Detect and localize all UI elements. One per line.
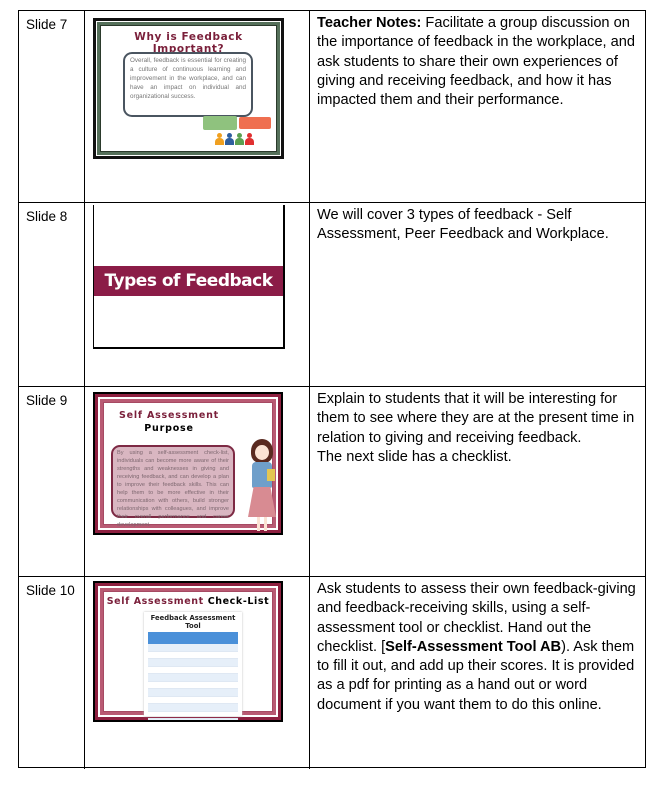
teacher-notes — [310, 387, 645, 576]
slide-label: Slide 7 — [19, 11, 85, 202]
person-icon — [235, 133, 244, 145]
notes-heading: Teacher Notes: — [317, 15, 422, 31]
slide-thumbnail-cell — [85, 11, 310, 202]
slide-canvas — [103, 402, 273, 528]
slide-frame — [98, 397, 278, 530]
teacher-notes: We will cover 3 types of feedback - Self Assessment, Peer Feedback and Workplace. — [317, 207, 609, 243]
slide-title: Why is Feedback Important? — [134, 31, 243, 55]
teacher-notes: Ask students to assess their own feedback-giving and feedback-receiving skills, using a self-assessment tool or checklist. Hand out the checklist. [Self-Assessment Tool AB). Ask them to fill it out, and add up their scores. It is provided as a pdf for printing as a hand out or word document if you want them to do this online. — [317, 581, 636, 713]
slide-title: Self Assessment Check-List — [106, 596, 270, 607]
slide-body: Overall, feedback is essential for creating a culture of continuous learning and improvement in the workplace, and can have an impact on individual and organizational success. — [123, 52, 253, 117]
person-icon — [225, 133, 234, 145]
table-row-slide-9 — [19, 387, 645, 577]
resource-name: Self-Assessment Tool AB — [385, 638, 562, 655]
slide-canvas — [103, 591, 273, 712]
slide-thumbnail-cell — [85, 577, 310, 769]
slide-subtitle: Purpose — [144, 423, 194, 434]
document-title: Feedback Assessment Tool — [150, 614, 236, 630]
slide-10-thumbnail — [93, 581, 283, 722]
speech-bubble-icon — [239, 117, 271, 129]
person-icon — [215, 133, 224, 145]
slide-body: By using a self-assessment check-list, individuals can become more aware of their strengths and weaknesses in giving and receiving feedback, and can develop a plan to improve their feedback skills. This can help them to be more effective in their communication with others, build stronger relationships with colleagues, and improve their overall performance and career development. — [111, 445, 235, 518]
feedback-assessment-tool-document — [144, 612, 242, 716]
slide-title: Self Assessment — [118, 410, 220, 421]
lesson-plan-table — [18, 10, 646, 768]
slide-9-thumbnail — [93, 392, 283, 535]
slide-title: Types of Feedback — [94, 266, 283, 296]
person-icon — [245, 133, 254, 145]
notes-text: Facilitate a group discussion on the importance of feedback in the workplace, and ask students to share their own experiences of giving and receiving feedback, and how it has impacted them and their performance. — [317, 15, 636, 109]
table-row-slide-7 — [19, 11, 645, 203]
slide-thumbnail-cell — [85, 387, 310, 576]
table-row-slide-8 — [19, 203, 645, 387]
slide-7-thumbnail — [93, 18, 284, 159]
slide-frame — [98, 586, 278, 717]
slide-label: Slide 8 — [19, 203, 85, 386]
notes-text: The next slide has a checklist. — [317, 448, 512, 465]
table-row-slide-10 — [19, 577, 645, 769]
slide-label: Slide 10 — [19, 577, 85, 769]
teacher-notes — [310, 11, 645, 202]
speech-bubble-icon — [203, 116, 237, 130]
slide-canvas — [100, 25, 277, 152]
slide-thumbnail-cell — [85, 203, 310, 386]
document-header — [148, 632, 238, 644]
slide-8-thumbnail — [93, 205, 285, 349]
document-total-row — [148, 719, 238, 722]
notes-text: Explain to students that it will be interesting for them to see where they are at the present time in relation to giving and receiving feedback. — [317, 391, 635, 446]
slide-label: Slide 9 — [19, 387, 85, 576]
